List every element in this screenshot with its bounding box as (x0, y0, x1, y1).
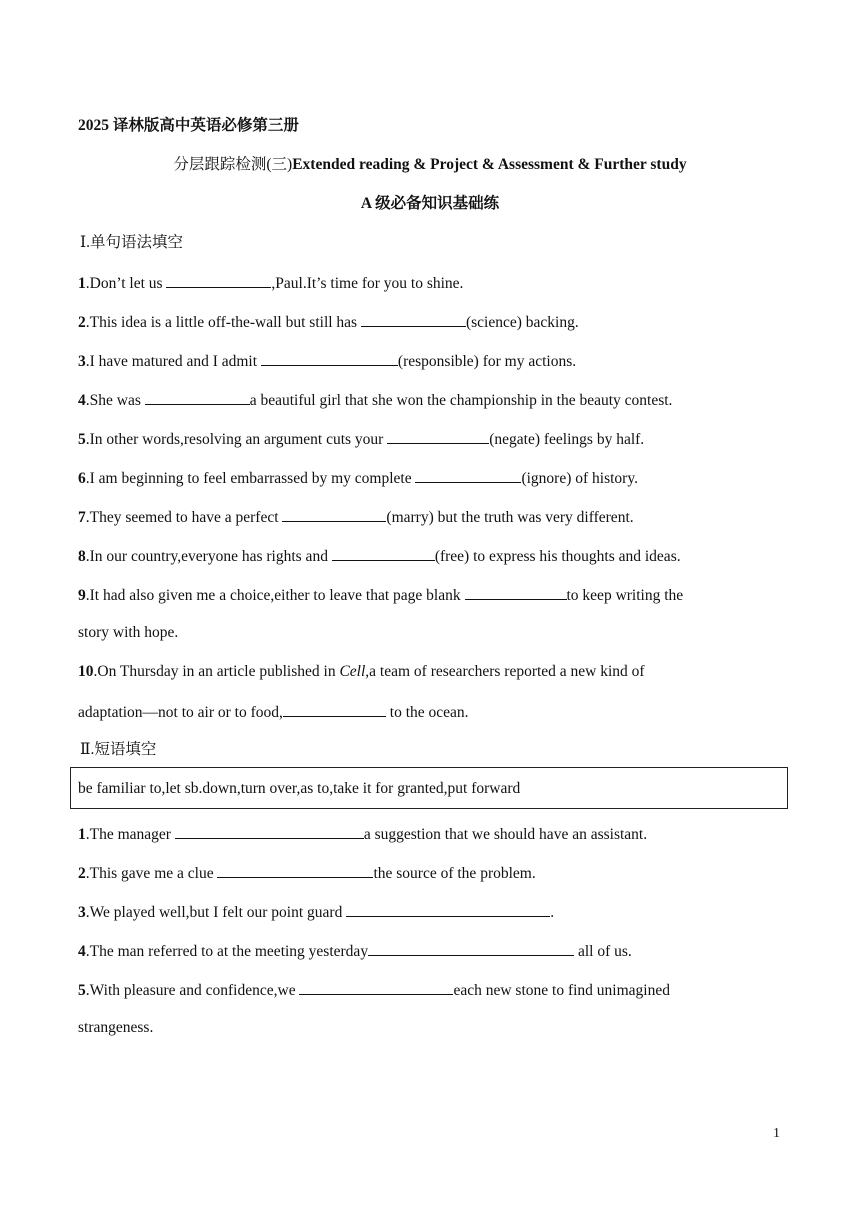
answer-blank[interactable] (465, 584, 567, 600)
question-9 (78, 584, 683, 606)
question-2 (78, 311, 579, 333)
question-number: 4 (78, 392, 86, 409)
answer-blank[interactable] (282, 506, 386, 522)
answer-blank[interactable] (387, 428, 489, 444)
question-text: ,Paul.It’s time for you to shine. (271, 275, 464, 292)
answer-blank[interactable] (175, 823, 364, 839)
question-10-continued (78, 701, 469, 723)
question-text: .This gave me a clue (85, 865, 218, 882)
question-text: to keep writing the (566, 587, 684, 604)
question-text: .I have matured and I admit (85, 353, 261, 370)
question-number: 6 (78, 470, 86, 487)
question-text: .In other words,resolving an argument cuts your (85, 431, 388, 448)
question-text: all of us. (574, 943, 632, 960)
question-text: adaptation—not to air or to food, (78, 704, 283, 721)
question-text: .On Thursday in an article published in (93, 663, 340, 680)
question-text: (science) backing. (465, 314, 579, 331)
question-9-continued: story with hope. (78, 624, 179, 641)
word-bank-text: be familiar to,let sb.down,turn over,as to,take it for granted,put forward (78, 780, 521, 797)
question-text: .She was (85, 392, 145, 409)
question-number: 3 (78, 353, 86, 370)
answer-blank[interactable] (361, 311, 466, 327)
question-text: .The manager (85, 826, 175, 843)
phrase-question-5-continued: strangeness. (78, 1019, 154, 1036)
question-6 (78, 467, 638, 489)
document-title: 2025 译林版高中英语必修第三册 (78, 117, 299, 134)
answer-blank[interactable] (217, 862, 373, 878)
question-8 (78, 545, 681, 567)
question-number: 5 (78, 431, 86, 448)
question-text: (responsible) for my actions. (397, 353, 577, 370)
answer-blank[interactable] (368, 940, 574, 956)
question-number: 2 (78, 314, 86, 331)
question-text: .I am beginning to feel embarrassed by my complete (85, 470, 416, 487)
question-7 (78, 506, 634, 528)
answer-blank[interactable] (261, 350, 398, 366)
question-text: .We played well,but I felt our point guard (85, 904, 347, 921)
journal-name: Cell (339, 663, 366, 680)
question-1 (78, 272, 463, 294)
question-text: .The man referred to at the meeting yesterday (85, 943, 369, 960)
question-text: .This idea is a little off-the-wall but still has (85, 314, 361, 331)
answer-blank[interactable] (415, 467, 521, 483)
question-number: 1 (78, 826, 86, 843)
page-number: 1 (773, 1126, 780, 1141)
question-number: 5 (78, 982, 86, 999)
question-10 (78, 662, 645, 682)
question-text: to the ocean. (385, 704, 469, 721)
question-number: 10 (78, 663, 94, 680)
question-text: (negate) feelings by half. (489, 431, 645, 448)
question-text: .It had also given me a choice,either to leave that page blank (85, 587, 465, 604)
answer-blank[interactable] (283, 701, 386, 717)
question-text: a beautiful girl that she won the championship in the beauty contest. (249, 392, 673, 409)
section-2-heading: Ⅱ.短语填空 (80, 741, 157, 758)
question-number: 9 (78, 587, 86, 604)
phrase-question-4 (78, 940, 632, 962)
level-title: A 级必备知识基础练 (360, 195, 500, 212)
question-3 (78, 350, 576, 372)
question-number: 3 (78, 904, 86, 921)
question-text: .Don’t let us (85, 275, 167, 292)
phrase-question-3 (78, 901, 554, 923)
section-1-heading: Ⅰ.单句语法填空 (80, 234, 183, 251)
question-number: 2 (78, 865, 86, 882)
question-5 (78, 428, 644, 450)
document-subtitle (0, 155, 860, 175)
question-text: . (550, 904, 555, 921)
question-text: a suggestion that we should have an assistant. (363, 826, 648, 843)
question-4 (78, 389, 672, 411)
question-text: (marry) but the truth was very different. (386, 509, 634, 526)
phrase-question-2 (78, 862, 536, 884)
phrase-question-1 (78, 823, 647, 845)
answer-blank[interactable] (346, 901, 550, 917)
question-number: 7 (78, 509, 86, 526)
answer-blank[interactable] (166, 272, 271, 288)
answer-blank[interactable] (145, 389, 250, 405)
word-bank-box (70, 767, 788, 809)
question-text: .In our country,everyone has rights and (85, 548, 332, 565)
question-text: each new stone to find unimagined (453, 982, 670, 999)
phrase-question-5 (78, 979, 670, 1001)
question-number: 1 (78, 275, 86, 292)
question-text: .With pleasure and confidence,we (85, 982, 300, 999)
question-number: 8 (78, 548, 86, 565)
question-text: (free) to express his thoughts and ideas. (434, 548, 681, 565)
question-text: ,a team of researchers reported a new kind of (365, 663, 645, 680)
question-text: (ignore) of history. (521, 470, 638, 487)
answer-blank[interactable] (332, 545, 435, 561)
subtitle-en: Extended reading & Project & Assessment & Further study (292, 156, 687, 173)
question-number: 4 (78, 943, 86, 960)
question-text: the source of the problem. (373, 865, 536, 882)
answer-blank[interactable] (299, 979, 453, 995)
subtitle-cn: 分层跟踪检测(三) (173, 156, 293, 173)
question-text: .They seemed to have a perfect (85, 509, 283, 526)
